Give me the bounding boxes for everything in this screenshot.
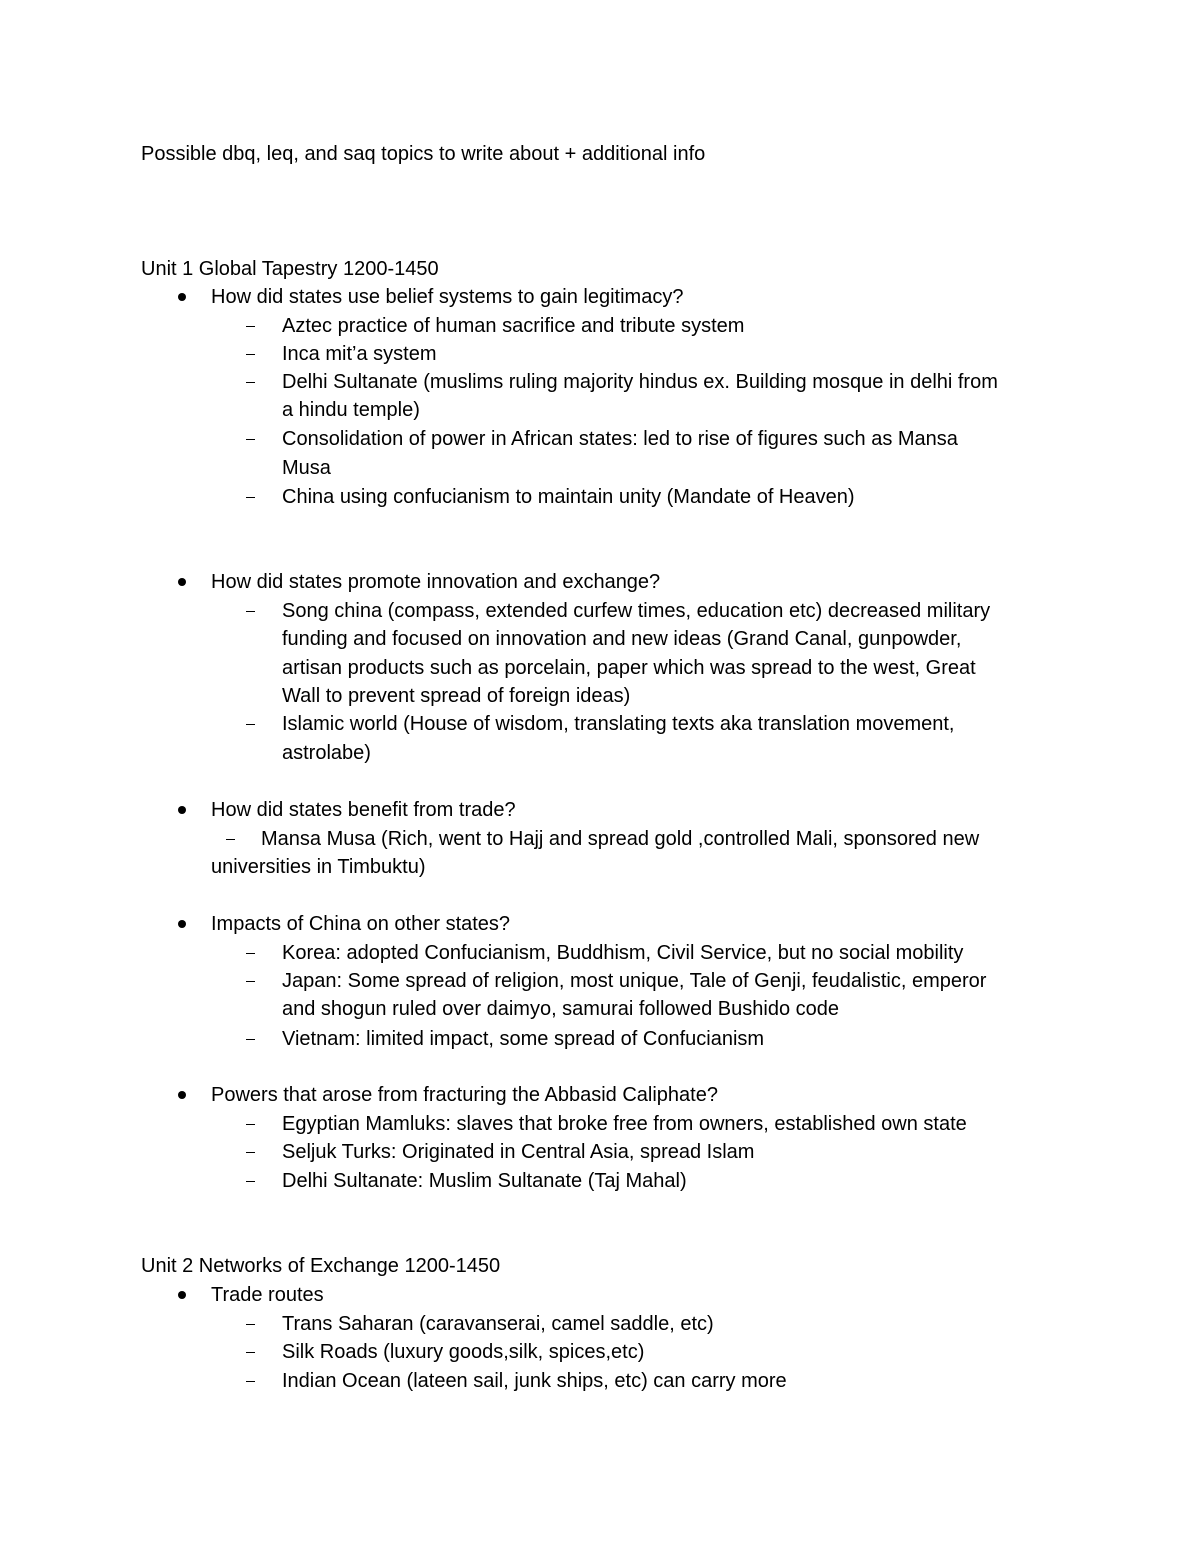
point-text: Wall to prevent spread of foreign ideas) <box>282 685 631 707</box>
point-text: Trans Saharan (caravanserai, camel saddle, etc) <box>282 1313 714 1335</box>
dash-icon <box>246 1181 255 1182</box>
topic-question: Trade routes <box>211 1284 324 1306</box>
dash-icon <box>246 326 255 327</box>
point-text: and shogun ruled over daimyo, samurai followed Bushido code <box>282 998 840 1020</box>
document-title: Possible dbq, leq, and saq topics to write about + additional info <box>141 143 706 165</box>
point-text: Islamic world (House of wisdom, translating texts aka translation movement, <box>282 713 955 735</box>
point-text: Silk Roads (luxury goods,silk, spices,etc) <box>282 1341 645 1363</box>
dash-icon <box>246 1039 255 1040</box>
bullet-icon <box>178 578 186 586</box>
bullet-icon <box>178 293 186 301</box>
point-text: Egyptian Mamluks: slaves that broke free from owners, established own state <box>282 1113 967 1135</box>
dash-icon <box>246 1381 255 1382</box>
point-text: Delhi Sultanate: Muslim Sultanate (Taj Mahal) <box>282 1170 687 1192</box>
dash-icon <box>246 354 255 355</box>
bullet-icon <box>178 1091 186 1099</box>
point-text: artisan products such as porcelain, paper which was spread to the west, Great <box>282 657 976 679</box>
dash-icon <box>246 611 255 612</box>
topic-question: Powers that arose from fracturing the Abbasid Caliphate? <box>211 1084 718 1106</box>
dash-icon <box>246 953 255 954</box>
point-text: astrolabe) <box>282 742 371 764</box>
point-text: universities in Timbuktu) <box>211 856 426 878</box>
dash-icon <box>246 439 255 440</box>
dash-icon <box>246 724 255 725</box>
topic-question: How did states promote innovation and exchange? <box>211 571 661 593</box>
point-text: Seljuk Turks: Originated in Central Asia, spread Islam <box>282 1141 755 1163</box>
unit-2-heading: Unit 2 Networks of Exchange 1200-1450 <box>141 1255 501 1277</box>
dash-icon <box>246 1152 255 1153</box>
point-text: China using confucianism to maintain unity (Mandate of Heaven) <box>282 486 855 508</box>
dash-icon <box>246 497 255 498</box>
point-text: Musa <box>282 457 331 479</box>
bullet-icon <box>178 920 186 928</box>
point-text: funding and focused on innovation and new ideas (Grand Canal, gunpowder, <box>282 628 962 650</box>
point-text: Korea: adopted Confucianism, Buddhism, Civil Service, but no social mobility <box>282 942 964 964</box>
bullet-icon <box>178 806 186 814</box>
point-text: Consolidation of power in African states: led to rise of figures such as Mansa <box>282 428 958 450</box>
point-text: Delhi Sultanate (muslims ruling majority hindus ex. Building mosque in delhi from <box>282 371 998 393</box>
topic-question: How did states use belief systems to gain legitimacy? <box>211 286 684 308</box>
point-text: Inca mit’a system <box>282 343 437 365</box>
dash-icon <box>246 1324 255 1325</box>
bullet-icon <box>178 1291 186 1299</box>
dash-icon <box>226 839 235 840</box>
point-text: Aztec practice of human sacrifice and tribute system <box>282 315 745 337</box>
dash-icon <box>246 1124 255 1125</box>
point-text: Japan: Some spread of religion, most unique, Tale of Genji, feudalistic, emperor <box>282 970 987 992</box>
point-text: a hindu temple) <box>282 399 420 421</box>
point-text: Indian Ocean (lateen sail, junk ships, etc) can carry more <box>282 1370 787 1392</box>
dash-icon <box>246 382 255 383</box>
point-text: Song china (compass, extended curfew times, education etc) decreased military <box>282 600 991 622</box>
dash-icon <box>246 1352 255 1353</box>
topic-question: How did states benefit from trade? <box>211 799 516 821</box>
topic-question: Impacts of China on other states? <box>211 913 511 935</box>
unit-1-heading: Unit 1 Global Tapestry 1200-1450 <box>141 258 439 280</box>
point-text: Vietnam: limited impact, some spread of Confucianism <box>282 1028 765 1050</box>
dash-icon <box>246 981 255 982</box>
point-text: Mansa Musa (Rich, went to Hajj and spread gold ,controlled Mali, sponsored new <box>261 828 980 850</box>
